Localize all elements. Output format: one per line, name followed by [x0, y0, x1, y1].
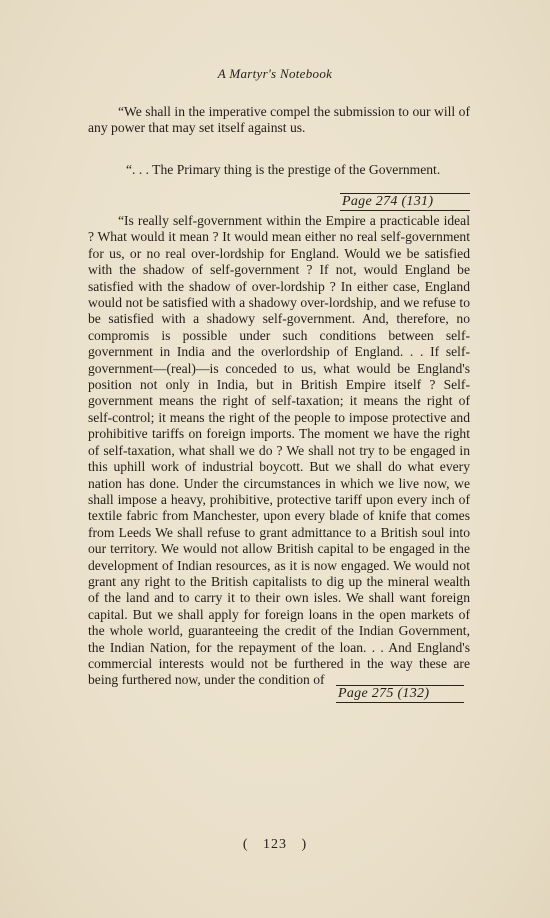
page-number: 123: [263, 837, 287, 852]
footer-left-paren: (: [242, 837, 249, 852]
page-reference-275: Page 275 (132): [336, 685, 464, 703]
paragraph-compel-submission: “We shall in the imperative compel the submission to our will of any power that may set itself against us.: [88, 104, 470, 136]
page-number-footer: [0, 837, 550, 853]
page-reference-274: Page 274 (131): [340, 193, 470, 211]
running-header: A Martyr's Notebook: [217, 66, 333, 81]
footer-right-paren: ): [301, 837, 308, 852]
paragraph-prestige: “. . . The Primary thing is the prestige of the Government.: [126, 162, 441, 177]
paragraph-self-government: “Is really self-government within the Empire a practicable ideal ? What would it mean ? It would mean either no real self-government for us, or no real over-lordship for England. Would we be satisfied with the shadow of self-government ? If not, would England be satisfied with the shadow of over-lordship ? In either case, England would not be satisfied with a shadowy over-lordship, and we refuse to be satisfied with a shadowy self-government. And, therefore, no compromis is possible under such conditions between self-government in India and the overlordship of England. . . If self-government—(real)—is conceded to us, what would be England's position not only in India, but in British Empire itself ? Self-government means the right of self-taxation; it means the right of self-control; it means the right of the people to impose protective and prohibitive tariffs on foreign imports. The moment we have the right of self-taxation, what shall we do ? We shall not try to be engaged in this uphill work of industrial boycott. But we shall do what every nation has done. Under the circumstances in which we live now, we shall impose a heavy, prohibitive, protective tariff upon every inch of textile fabric from Manchester, upon every blade of knife that comes from Leeds We shall refuse to grant admittance to a British soul into our territory. We would not allow British capital to be engaged in the development of Indian resources, as it is now engaged. We would not grant any right to the British capitalists to dig up the mineral wealth of the land and to carry it to their own isles. We shall want foreign capital. But we shall apply for foreign loans in the open markets of the whole world, guaranteeing the credit of the Indian Government, the Indian Nation, for the repayment of the loan. . . And England's commercial interests would not be furthered in the way these are being furthered now, under the condition of: [88, 213, 470, 688]
